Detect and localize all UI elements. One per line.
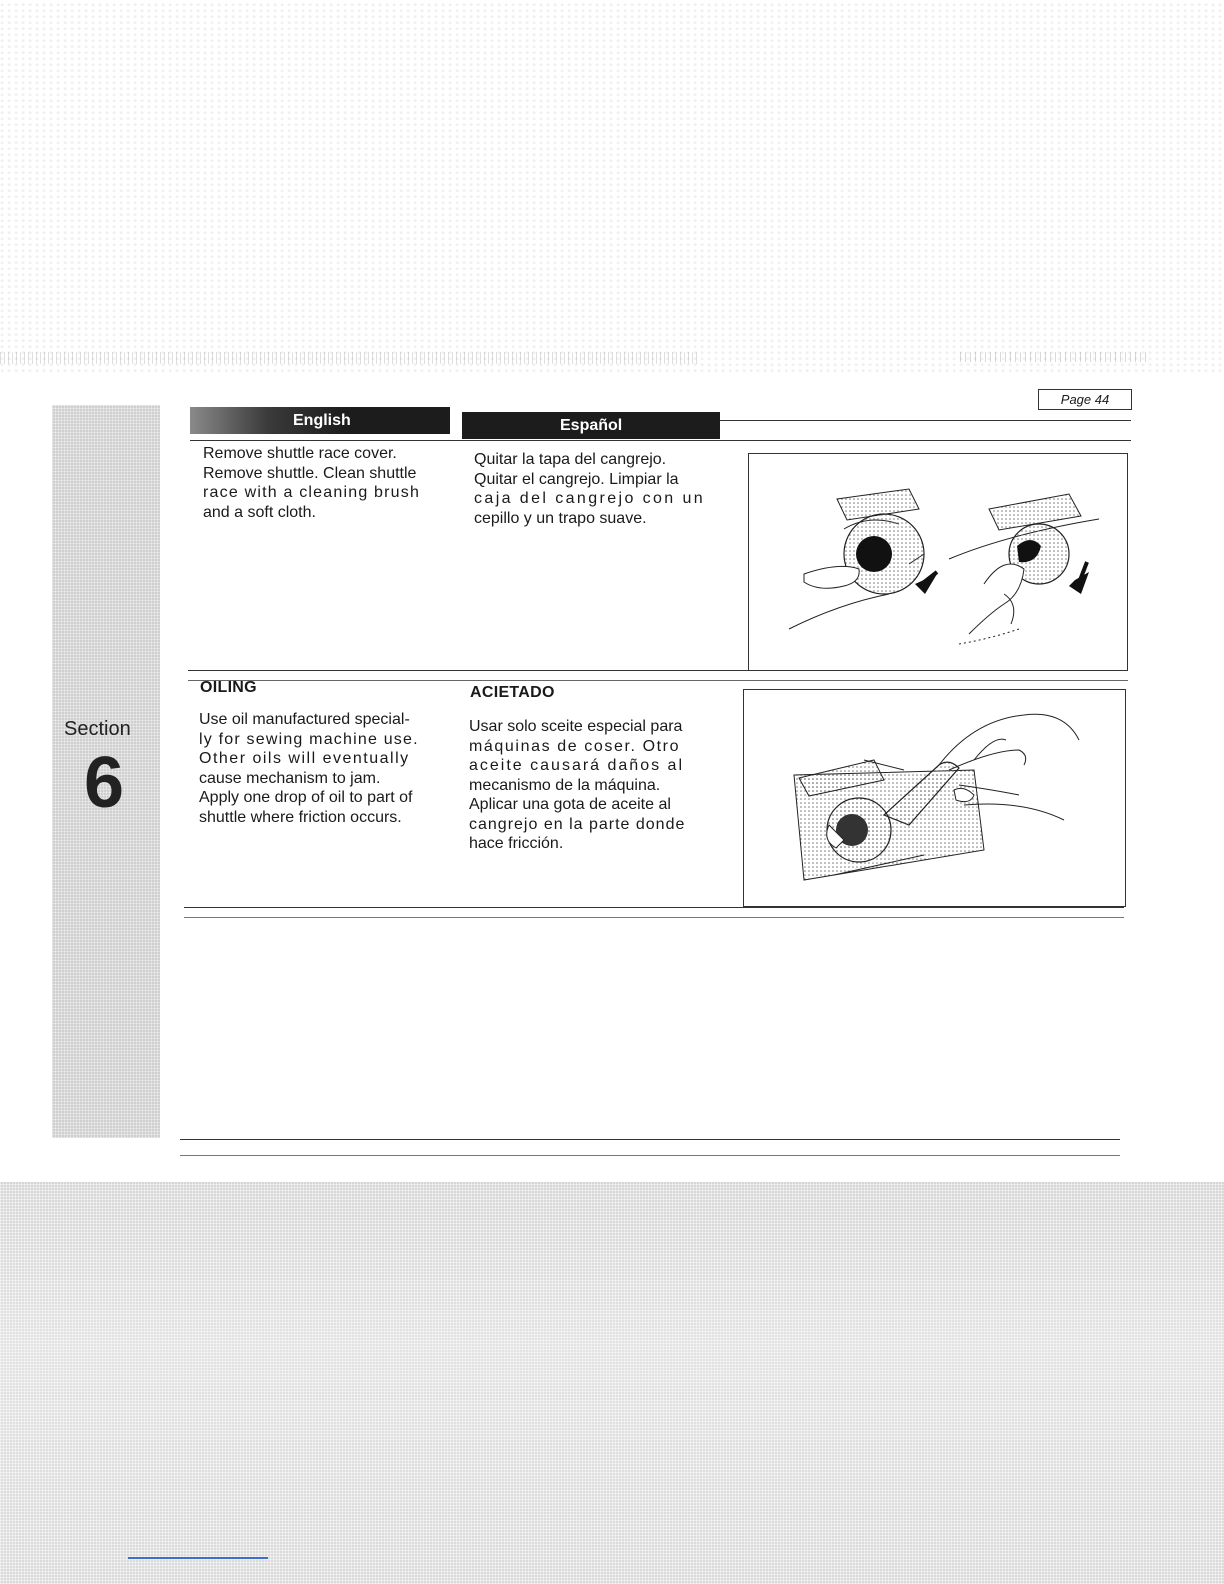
text-line: caja del cangrejo con un — [474, 490, 706, 507]
text-line: Usar solo sceite especial para — [469, 718, 683, 735]
oiling-text-english — [199, 710, 454, 827]
section-bottom-rule — [184, 907, 1124, 908]
header-rule — [720, 420, 1131, 421]
scan-artifact-line — [0, 352, 700, 364]
text-line: shuttle where friction occurs. — [199, 808, 402, 826]
scan-artifact-line — [960, 352, 1150, 362]
tab-english: English — [190, 407, 450, 434]
oiling-drawing — [744, 690, 1125, 906]
section-bottom-rule — [184, 917, 1124, 918]
tab-spanish: Español — [462, 412, 720, 439]
text-line: Remove shuttle. Clean shuttle — [203, 464, 417, 482]
oiling-heading-spanish: ACIETADO — [470, 684, 555, 701]
text-line: Aplicar una gota de aceite al — [469, 796, 671, 813]
text-line: Quitar el cangrejo. Limpiar la — [474, 470, 679, 488]
oiling-heading-english: OILING — [200, 679, 257, 696]
text-line: Other oils will eventually — [199, 750, 410, 767]
text-line: ly for sewing machine use. — [199, 730, 419, 748]
text-line: máquinas de coser. Otro — [469, 737, 681, 755]
header-rule — [190, 440, 1131, 441]
text-line: race with a cleaning brush — [203, 484, 421, 501]
oiling-text-spanish — [469, 717, 724, 854]
page-number: Page 44 — [1038, 389, 1132, 410]
page-bottom-rule — [180, 1139, 1120, 1140]
text-line: Remove shuttle race cover. — [203, 445, 397, 462]
shuttle-removal-drawing — [749, 454, 1127, 670]
section-number: 6 — [84, 743, 125, 823]
text-line: mecanismo de la máquina. — [469, 776, 661, 794]
text-line: and a soft cloth. — [203, 503, 316, 521]
text-line: Apply one drop of oil to part of — [199, 789, 413, 806]
shuttle-text-english — [203, 444, 453, 522]
scan-margin-top — [0, 0, 1224, 372]
shuttle-text-spanish — [474, 450, 724, 528]
row-divider — [188, 670, 1128, 671]
text-line: hace fricción. — [469, 835, 564, 852]
text-line: Quitar la tapa del cangrejo. — [474, 451, 667, 468]
oiling-illustration — [743, 689, 1126, 907]
text-line: cause mechanism to jam. — [199, 769, 381, 787]
page-bottom-rule — [180, 1155, 1120, 1156]
scan-margin-bottom — [0, 1182, 1224, 1584]
row-divider — [188, 680, 1128, 681]
section-label: Section — [64, 718, 131, 740]
text-line: cepillo y un trapo suave. — [474, 509, 647, 527]
shuttle-removal-illustration — [748, 453, 1128, 671]
text-line: cangrejo en la parte donde — [469, 815, 686, 833]
text-line: Use oil manufactured special- — [199, 711, 410, 728]
scan-artifact-line — [128, 1557, 268, 1559]
text-line: aceite causará daños al — [469, 757, 684, 774]
